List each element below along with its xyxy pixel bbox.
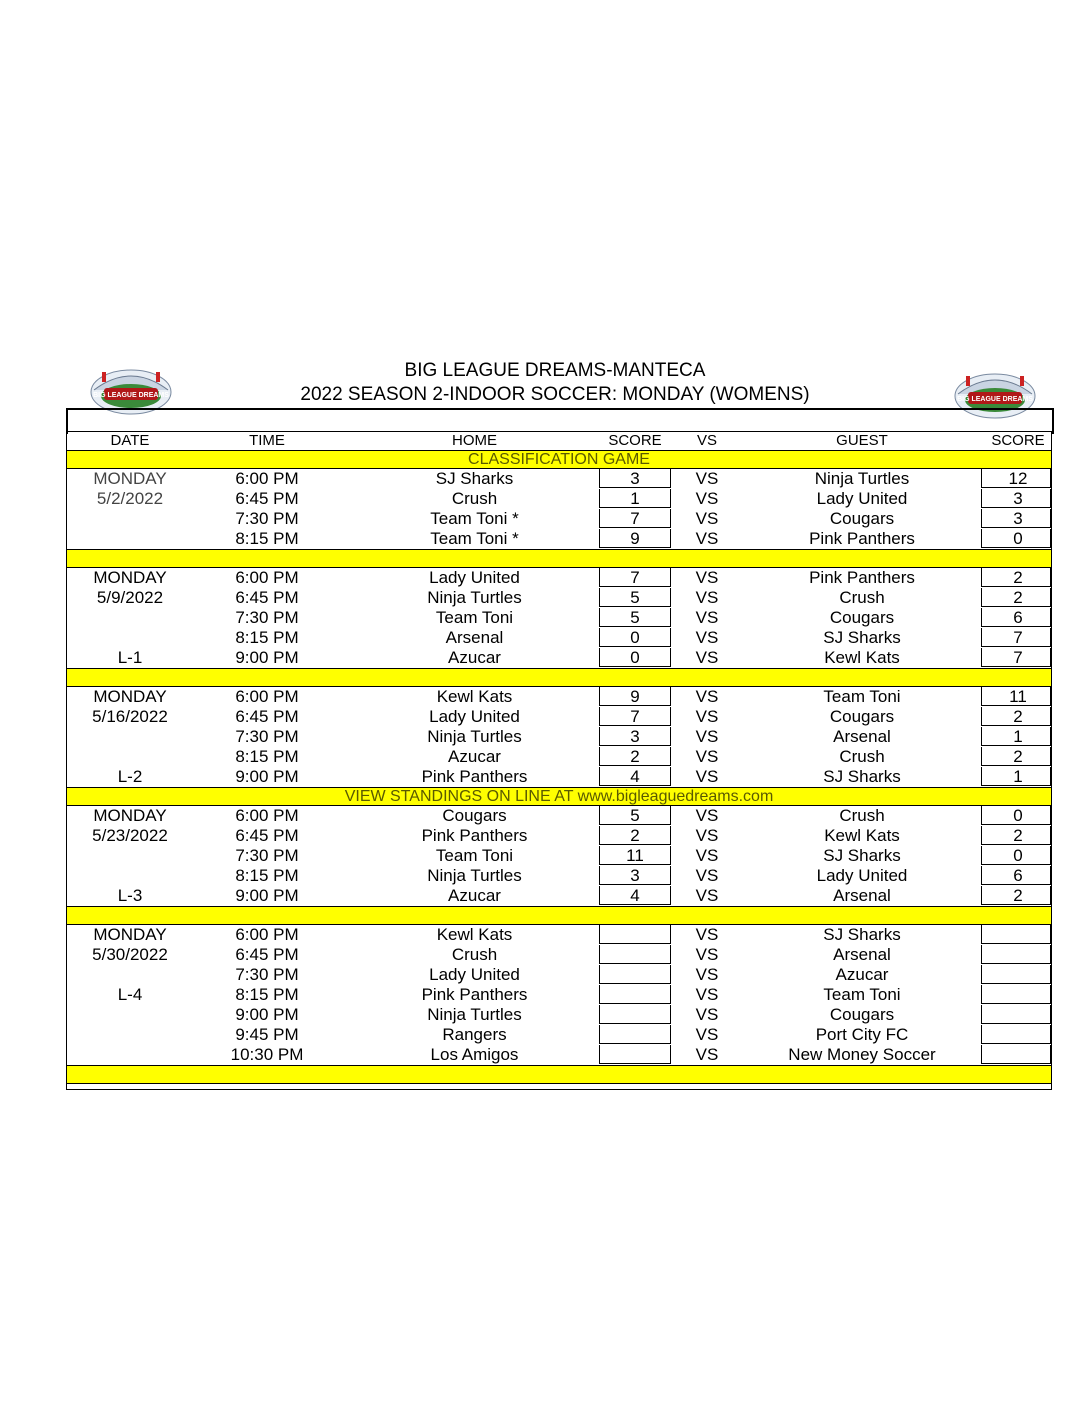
game-row [67, 628, 1051, 648]
guest-team: Ninja Turtles [814, 469, 910, 488]
game-time: 6:45 PM [235, 945, 299, 964]
guest-score: 11 [1009, 687, 1027, 706]
home-score: 5 [630, 608, 640, 627]
home-score: 2 [630, 826, 640, 845]
date-label: 5/9/2022 [96, 588, 164, 607]
home-team: Azucar [448, 886, 501, 905]
guest-score: 2 [1013, 747, 1023, 766]
col-date: DATE [110, 432, 150, 449]
guest-team: SJ Sharks [823, 767, 901, 786]
vs-label: VS [695, 628, 719, 647]
classification-banner-text: CLASSIFICATION GAME [468, 451, 650, 468]
guest-score: 12 [1008, 469, 1028, 488]
home-team: Lady United [429, 965, 520, 984]
game-time: 6:00 PM [235, 925, 299, 944]
logo-text-right: BIG LEAGUE DREAMS [957, 396, 1033, 403]
home-score: 7 [630, 509, 640, 528]
home-score: 3 [630, 469, 640, 488]
home-team: Team Toni * [430, 529, 519, 548]
guest-score: 6 [1013, 608, 1023, 627]
game-row [67, 886, 1051, 906]
game-row [67, 925, 1051, 945]
guest-team: Arsenal [833, 727, 891, 746]
home-team: Lady United [429, 707, 520, 726]
home-score [599, 965, 671, 985]
game-row [67, 846, 1051, 866]
vs-label: VS [695, 1005, 719, 1024]
guest-team: Team Toni [823, 687, 901, 706]
vs-label: VS [695, 648, 719, 667]
guest-score: 7 [1013, 628, 1023, 647]
league-label: L-1 [117, 648, 143, 667]
guest-score [982, 1005, 1054, 1025]
game-row [67, 727, 1051, 747]
home-team: Pink Panthers [421, 767, 528, 786]
game-row [67, 747, 1051, 767]
home-score: 9 [630, 529, 640, 548]
date-label: 5/23/2022 [92, 826, 168, 845]
day-label: MONDAY [93, 806, 167, 825]
home-score [599, 925, 671, 945]
separator-banner [67, 1065, 1051, 1084]
standings-banner [67, 787, 1051, 806]
vs-label: VS [695, 509, 719, 528]
game-row [67, 945, 1051, 965]
separator-banner [67, 549, 1051, 568]
home-score: 3 [630, 727, 640, 746]
vs-label: VS [695, 767, 719, 786]
game-row [67, 866, 1051, 886]
vs-label: VS [695, 826, 719, 845]
col-guest: GUEST [836, 432, 888, 449]
home-team: Team Toni * [430, 509, 519, 528]
vs-label: VS [695, 965, 719, 984]
guest-team: Pink Panthers [809, 529, 915, 548]
home-score: 11 [626, 846, 644, 865]
game-time: 6:45 PM [235, 826, 299, 845]
vs-label: VS [695, 1025, 719, 1044]
home-team: Cougars [442, 806, 507, 825]
home-score: 5 [630, 588, 640, 607]
home-score: 7 [630, 568, 640, 587]
col-home: HOME [452, 432, 497, 449]
col-vs: VS [696, 432, 717, 449]
home-score: 4 [630, 767, 640, 786]
vs-label: VS [695, 866, 719, 885]
vs-label: VS [695, 925, 719, 944]
col-home-score: SCORE [608, 432, 662, 449]
guest-score: 0 [1013, 806, 1023, 825]
date-label: 5/16/2022 [92, 707, 168, 726]
home-score: 7 [630, 707, 640, 726]
home-team: Ninja Turtles [427, 866, 522, 885]
game-time: 7:30 PM [235, 509, 299, 528]
home-score [599, 1045, 671, 1065]
home-score: 4 [630, 886, 640, 905]
guest-score [982, 965, 1054, 985]
home-team: Team Toni [435, 846, 514, 865]
home-team: Azucar [448, 747, 501, 766]
column-header-row [67, 432, 1051, 452]
vs-label: VS [695, 489, 719, 508]
guest-team: Lady United [816, 489, 908, 508]
game-row [67, 588, 1051, 608]
home-team: Ninja Turtles [427, 588, 522, 607]
game-time: 9:00 PM [235, 767, 299, 786]
home-team: Los Amigos [430, 1045, 519, 1064]
guest-team: Cougars [829, 509, 895, 528]
page-title: BIG LEAGUE DREAMS-MANTECA [404, 360, 706, 381]
guest-score: 0 [1013, 529, 1023, 548]
game-time: 7:30 PM [235, 608, 299, 627]
home-score: 5 [630, 806, 640, 825]
game-time: 9:00 PM [235, 1005, 299, 1024]
vs-label: VS [695, 806, 719, 825]
guest-team: SJ Sharks [823, 925, 901, 944]
home-team: Lady United [429, 568, 520, 587]
game-row [67, 1005, 1051, 1025]
game-time: 8:15 PM [235, 866, 299, 885]
guest-team: Kewl Kats [824, 648, 900, 667]
col-time: TIME [249, 432, 285, 449]
guest-score [982, 985, 1054, 1005]
league-label: L-4 [117, 985, 143, 1004]
guest-team: New Money Soccer [788, 1045, 936, 1064]
game-time: 7:30 PM [235, 727, 299, 746]
guest-team: Arsenal [833, 945, 891, 964]
vs-label: VS [695, 529, 719, 548]
guest-team: Cougars [829, 707, 895, 726]
game-time: 10:30 PM [230, 1045, 304, 1064]
game-row [67, 767, 1051, 787]
guest-team: Arsenal [833, 886, 891, 905]
game-row [67, 648, 1051, 668]
game-time: 9:00 PM [235, 886, 299, 905]
guest-score: 2 [1013, 886, 1023, 905]
home-score: 0 [630, 648, 640, 667]
home-score [599, 1005, 671, 1025]
game-row [67, 608, 1051, 628]
home-team: Crush [451, 489, 498, 508]
guest-score [982, 1045, 1054, 1065]
guest-score: 0 [1013, 846, 1023, 865]
game-time: 8:15 PM [235, 628, 299, 647]
guest-score [982, 1025, 1054, 1045]
standings-banner-text: VIEW STANDINGS ON LINE AT www.bigleaguedreams.com [344, 788, 774, 805]
vs-label: VS [695, 727, 719, 746]
game-row [67, 985, 1051, 1005]
game-time: 6:45 PM [235, 588, 299, 607]
home-team: Ninja Turtles [427, 1005, 522, 1024]
home-team: Pink Panthers [421, 826, 528, 845]
vs-label: VS [695, 608, 719, 627]
logo-text-left: BIG LEAGUE DREAMS [93, 392, 169, 399]
guest-team: Cougars [829, 1005, 895, 1024]
game-time: 9:00 PM [235, 648, 299, 667]
home-team: Azucar [448, 648, 501, 667]
home-team: Ninja Turtles [427, 727, 522, 746]
vs-label: VS [695, 1045, 719, 1064]
vs-label: VS [695, 846, 719, 865]
day-label: MONDAY [93, 925, 167, 944]
home-score: 1 [630, 489, 640, 508]
classification-banner [67, 450, 1051, 469]
home-team: SJ Sharks [435, 469, 514, 488]
guest-score: 2 [1013, 707, 1023, 726]
game-row [67, 509, 1051, 529]
guest-team: Lady United [816, 866, 908, 885]
game-row [67, 489, 1051, 509]
guest-score: 6 [1013, 866, 1023, 885]
vs-label: VS [695, 945, 719, 964]
guest-team: SJ Sharks [823, 628, 901, 647]
game-time: 8:15 PM [235, 747, 299, 766]
guest-team: SJ Sharks [823, 846, 901, 865]
vs-label: VS [695, 886, 719, 905]
game-row [67, 806, 1051, 826]
game-time: 8:15 PM [235, 985, 299, 1004]
guest-score: 3 [1013, 509, 1023, 528]
guest-score: 7 [1013, 648, 1023, 667]
home-team: Arsenal [445, 628, 504, 647]
game-row [67, 568, 1051, 588]
guest-team: Team Toni [823, 985, 901, 1004]
game-time: 6:00 PM [235, 687, 299, 706]
home-score: 3 [630, 866, 640, 885]
game-time: 6:45 PM [235, 707, 299, 726]
guest-score: 2 [1013, 568, 1023, 587]
home-team: Team Toni [435, 608, 514, 627]
vs-label: VS [695, 588, 719, 607]
home-score [599, 945, 671, 965]
league-label: L-3 [117, 886, 143, 905]
guest-team: Cougars [829, 608, 895, 627]
vs-label: VS [695, 707, 719, 726]
separator-banner [67, 906, 1051, 925]
vs-label: VS [695, 687, 719, 706]
game-time: 6:00 PM [235, 568, 299, 587]
game-row [67, 965, 1051, 985]
vs-label: VS [695, 568, 719, 587]
game-row [67, 687, 1051, 707]
game-time: 6:00 PM [235, 469, 299, 488]
vs-label: VS [695, 469, 719, 488]
date-label: 5/30/2022 [92, 945, 168, 964]
home-team: Rangers [442, 1025, 507, 1044]
guest-score [982, 945, 1054, 965]
game-time: 6:00 PM [235, 806, 299, 825]
guest-score: 1 [1013, 767, 1023, 786]
game-row [67, 1025, 1051, 1045]
home-team: Pink Panthers [421, 985, 528, 1004]
game-row [67, 826, 1051, 846]
guest-score: 3 [1013, 489, 1023, 508]
guest-team: Azucar [835, 965, 889, 984]
guest-team: Crush [839, 588, 885, 607]
home-score [599, 1025, 671, 1045]
day-label: MONDAY [93, 469, 167, 488]
date-label: 5/2/2022 [96, 489, 164, 508]
game-time: 7:30 PM [235, 846, 299, 865]
home-score [599, 985, 671, 1005]
guest-score [982, 925, 1054, 945]
page-subtitle: 2022 SEASON 2-INDOOR SOCCER: MONDAY (WOMENS) [300, 384, 810, 405]
vs-label: VS [695, 747, 719, 766]
game-row [67, 529, 1051, 549]
guest-team: Crush [839, 747, 885, 766]
day-label: MONDAY [93, 568, 167, 587]
game-time: 9:45 PM [235, 1025, 299, 1044]
guest-team: Kewl Kats [824, 826, 900, 845]
home-score: 9 [630, 687, 640, 706]
guest-score: 1 [1013, 727, 1023, 746]
game-time: 6:45 PM [235, 489, 299, 508]
day-label: MONDAY [93, 687, 167, 706]
guest-score: 2 [1013, 588, 1023, 607]
guest-score: 2 [1013, 826, 1023, 845]
guest-team: Port City FC [815, 1025, 909, 1044]
col-guest-score: SCORE [991, 432, 1045, 449]
schedule-table [66, 431, 1052, 1090]
game-time: 8:15 PM [235, 529, 299, 548]
game-row [67, 469, 1051, 489]
guest-team: Crush [839, 806, 885, 825]
guest-team: Pink Panthers [809, 568, 915, 587]
vs-label: VS [695, 985, 719, 1004]
home-score: 2 [630, 747, 640, 766]
home-team: Kewl Kats [436, 687, 513, 706]
home-score: 0 [630, 628, 640, 647]
separator-banner [67, 668, 1051, 687]
game-row [67, 707, 1051, 727]
game-time: 7:30 PM [235, 965, 299, 984]
game-row [67, 1045, 1051, 1065]
home-team: Kewl Kats [436, 925, 513, 944]
home-team: Crush [451, 945, 498, 964]
league-label: L-2 [117, 767, 143, 786]
